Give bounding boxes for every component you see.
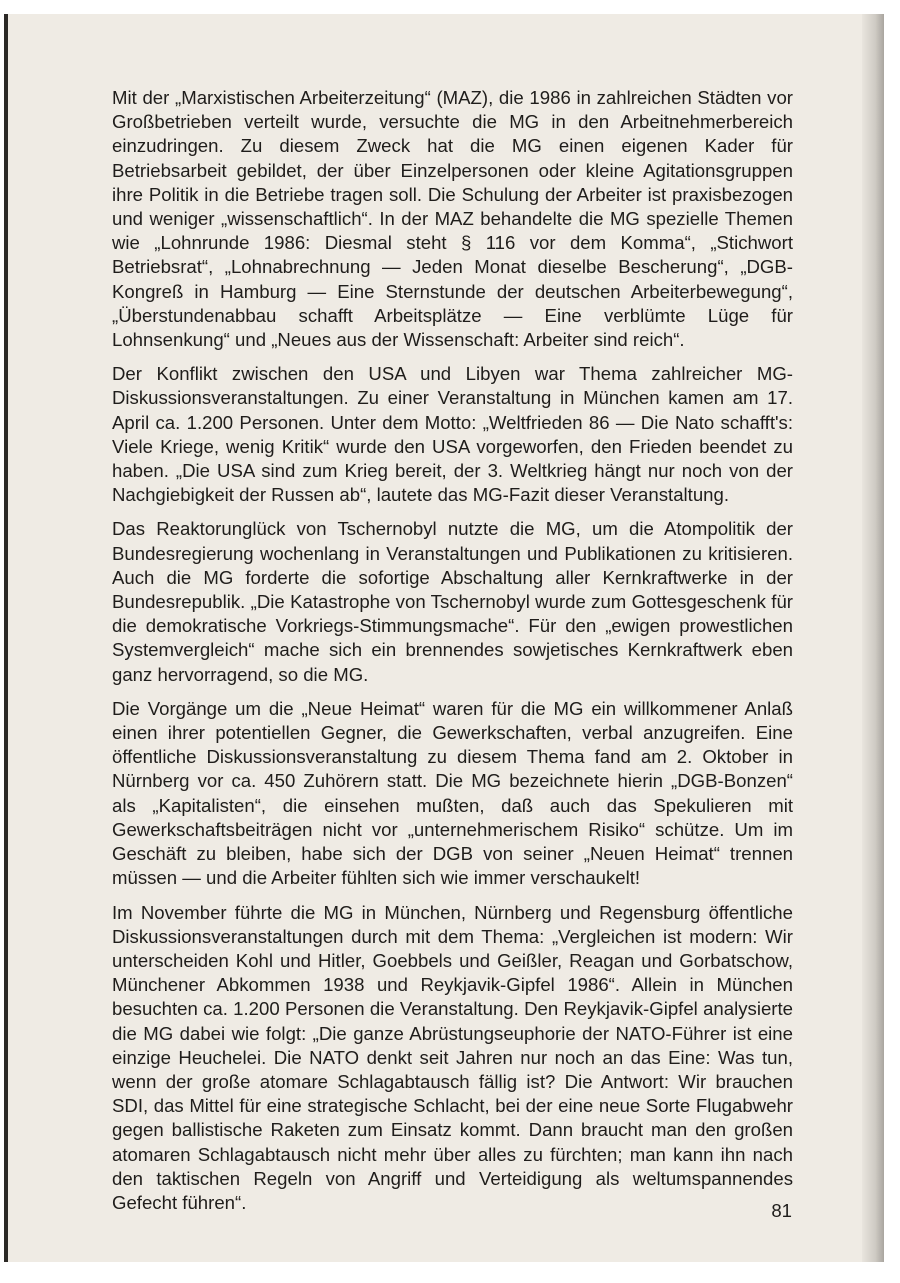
page-edge-shadow [862,14,884,1262]
paragraph-usa-libyen: Der Konflikt zwischen den USA und Libyen war Thema zahlreicher MG-Diskussionsveranstaltungen. Zu einer Veranstaltung in München kamen am 17. April ca. 1.200 Personen. Unter dem Motto: „Weltfrieden 86 — Die Nato schafft's: Viele Kriege, wenig Kritik“ wurde den USA vorgeworfen, den Frieden beendet zu haben. „Die USA sind zum Krieg bereit, der 3. Weltkrieg hängt nur noch von der Nachgiebigkeit der Russen ab“, lautete das MG-Fazit dieser Veranstaltung. [112,363,793,506]
page-number: 81 [771,1200,792,1221]
paragraph-november: Im November führte die MG in München, Nürnberg und Regensburg öffentliche Diskussionsveranstaltungen durch mit dem Thema: „Vergleichen ist modern: Wir unterscheiden Kohl und Hitler, Goebbels und Geißler, Reagan und Gorbatschow, Münchener Abkommen 1938 und Reykjavik-Gipfel 1986“. Allein in München besuchten ca. 1.200 Personen die Veranstaltung. Den Reykjavik-Gipfel analysierte die MG dabei wie folgt: „Die ganze Abrüstungseuphorie der NATO-Führer ist eine einzige Heuchelei. Die NATO denkt seit Jahren nur noch an das Eine: Was tun, wenn der große atomare Schlagabtausch fällig ist? Die Antwort: Wir brauchen SDI, das Mittel für eine strategische Schlacht, bei der eine neue Sorte Flugabwehr gegen ballistische Raketen zum Einsatz kommt. Dann braucht man den großen atomaren Schlagabtausch nicht mehr über alles zu fürchten; man kann ihn nach den taktischen Regeln von Angriff und Verteidigung als weltumspannendes Gefecht führen“. [112,901,793,1213]
paragraph-neue-heimat: Die Vorgänge um die „Neue Heimat“ waren für die MG ein willkommener Anlaß einen ihrer potentiellen Gegner, die Gewerkschaften, verbal anzugreifen. Eine öffentliche Diskussionsveranstaltung zu diesem Thema fand am 2. Oktober in Nürnberg vor ca. 450 Zuhörern statt. Die MG bezeichnete hierin „DGB-Bonzen“ als „Kapitalisten“, die einsehen mußten, daß auch das Spekulieren mit Gewerkschaftsbeiträgen nicht vor „unternehmerischem Risiko“ schütze. Um im Geschäft zu bleiben, habe sich der DGB von seiner „Neuen Heimat“ trennen müssen — und die Arbeiter fühlten sich wie immer verschaukelt! [112,697,793,889]
paragraph-tschernobyl: Das Reaktorunglück von Tschernobyl nutzte die MG, um die Atompolitik der Bundesregierung wochenlang in Veranstaltungen und Publikationen zu kritisieren. Auch die MG forderte die sofortige Abschaltung aller Kernkraftwerke in der Bundesrepublik. „Die Katastrophe von Tschernobyl wurde zum Gottesgeschenk für die demokratische Vorkriegs-Stimmungsmache“. Für den „ewigen prowestlichen Systemvergleich“ mache sich ein brennendes sowjetisches Kernkraftwerk eben ganz hervorragend, so die MG. [112,518,793,685]
paragraph-maz: Mit der „Marxistischen Arbeiterzeitung“ (MAZ), die 1986 in zahlreichen Städten vor Großbetrieben verteilt wurde, versuchte die MG in den Arbeitnehmerbereich einzudringen. Zu diesem Zweck hat die MG einen eigenen Kader für Betriebsarbeit gebildet, der über Einzelpersonen oder kleine Agitationsgruppen ihre Politik in die Betriebe tragen soll. Die Schulung der Arbeiter ist praxisbezogen und weniger „wissenschaftlich“. In der MAZ behandelte die MG spezielle Themen wie „Lohnrunde 1986: Diesmal steht § 116 vor dem Komma“, „Stichwort Betriebsrat“, „Lohnabrechnung — Jeden Monat dieselbe Bescherung“, „DGB-Kongreß in Hamburg — Eine Sternstunde der deutschen Arbeiterbewegung“, „Überstundenabbau schafft Arbeitsplätze — Eine verblümte Lüge für Lohnsenkung“ und „Neues aus der Wissenschaft: Arbeiter sind reich“. [112,87,793,351]
body-text [112,86,793,1225]
